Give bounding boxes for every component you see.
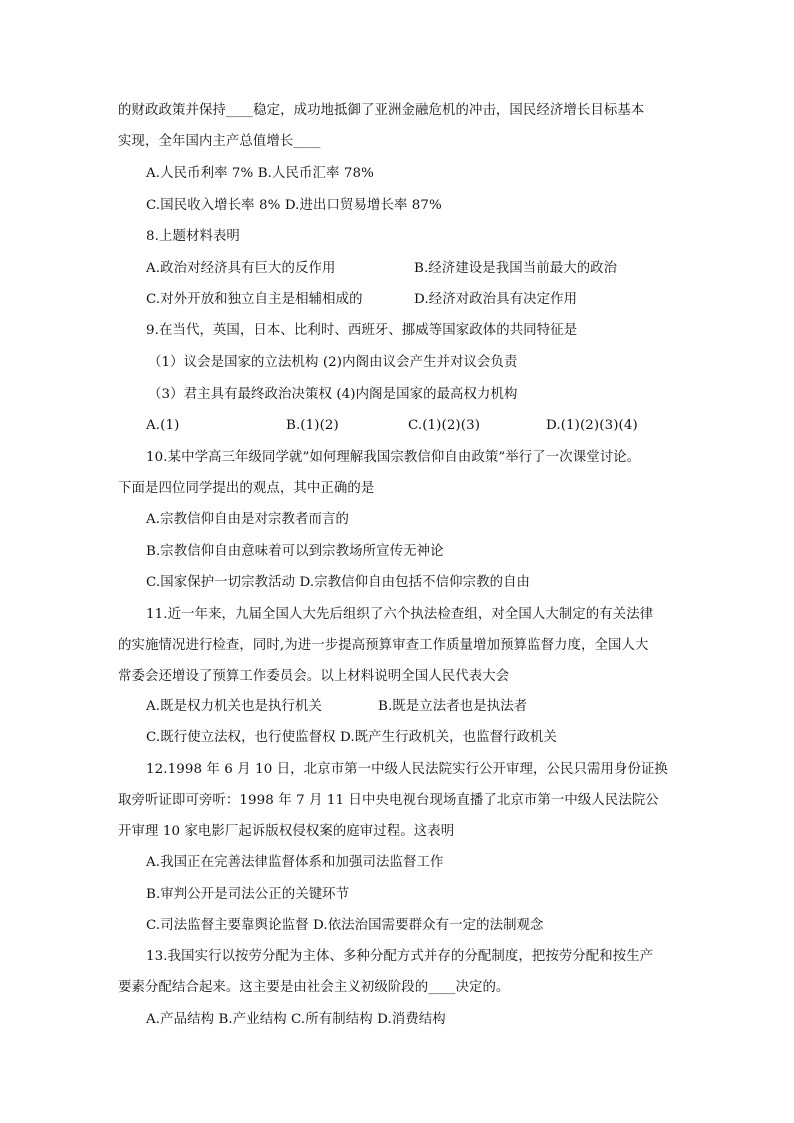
q9-statements-12: （1）议会是国家的立法机构 (2)内阁由议会产生并对议会负责 [148, 355, 518, 370]
q8-option-b: B.经济建设是我国当前最大的政治 [414, 261, 618, 276]
q9-stem: 9.在当代，英国，日本、比利时、西班牙、挪威等国家政体的共同特征是 [146, 323, 578, 338]
q8-option-d: D.经济对政治具有决定作用 [414, 292, 578, 307]
q9-option-d: D.(1)(2)(3)(4) [546, 418, 638, 433]
q11-option-a: A.既是权力机关也是执行机关 [146, 699, 323, 714]
q12-option-a: A.我国正在完善法律监督体系和加强司法监督工作 [146, 855, 444, 870]
q11-stem: 11.近一年来，九届全国人大先后组织了六个执法检查组，对全国人大制定的有关法律 [146, 607, 654, 622]
q10-options-cd: C.国家保护一切宗教活动 D.宗教信仰自由包括不信仰宗教的自由 [146, 575, 531, 590]
q8-option-c: C.对外开放和独立自主是相辅相成的 [146, 292, 363, 307]
q9-option-c: C.(1)(2)(3) [408, 418, 481, 433]
q8-option-a: A.政治对经济具有巨大的反作用 [146, 261, 336, 276]
q12-options-cd: C.司法监督主要靠舆论监督 D.依法治国需要群众有一定的法制观念 [146, 918, 544, 933]
q12-option-b: B.审判公开是司法公正的关键环节 [146, 887, 350, 902]
q9-option-b: B.(1)(2) [286, 418, 339, 433]
q13-options: A.产品结构 B.产业结构 C.所有制结构 D.消费结构 [146, 1012, 446, 1027]
text-line: 的财政政策并保持____稳定，成功地抵御了亚洲金融危机的冲击，国民经济增长目标基本 [118, 103, 645, 118]
text-line: 要素分配结合起来。这主要是由社会主义初级阶段的____决定的。 [118, 980, 510, 995]
q9-option-a: A.(1) [146, 418, 180, 433]
q11-option-b: B.既是立法者也是执法者 [378, 699, 528, 714]
q8-stem: 8.上题材料表明 [146, 229, 240, 244]
q10-stem: 10.某中学高三年级同学就”如何理解我国宗教信仰自由政策”举行了一次课堂讨论。 [146, 450, 641, 465]
q9-statements-34: （3）君主具有最终政治决策权 (4)内阁是国家的最高权力机构 [148, 387, 518, 402]
q11-options-cd: C.既行使立法权，也行使监督权 D.既产生行政机关，也监督行政机关 [146, 730, 558, 745]
text-line: 开审理 10 家电影厂起诉版权侵权案的庭审过程。这表明 [118, 824, 455, 839]
q7-options-cd: C.国民收入增长率 8% D.进出口贸易增长率 87% [146, 198, 442, 213]
q7-options-ab: A.人民币利率 7% B.人民币汇率 78% [146, 166, 374, 181]
text-line: 常委会还增设了预算工作委员会。以上材料说明全国人民代表大会 [118, 669, 510, 684]
text-line: 下面是四位同学提出的观点，其中正确的是 [118, 481, 375, 496]
q10-option-a: A.宗教信仰自由是对宗教者而言的 [146, 512, 349, 527]
q12-stem: 12.1998 年 6 月 10 日，北京市第一中级人民法院实行公开审理，公民只需用身份证换 [146, 762, 668, 777]
text-line: 的实施情况进行检查，同时,为进一步提高预算审查工作质量增加预算监督力度，全国人大 [118, 638, 649, 653]
q10-option-b: B.宗教信仰自由意味着可以到宗教场所宣传无神论 [146, 544, 444, 559]
text-line: 取旁听证即可旁听：1998 年 7 月 11 日中央电视台现场直播了北京市第一中级人民法院公 [118, 793, 659, 808]
text-line: 实现，全年国内主产总值增长____ [118, 134, 321, 149]
q13-stem: 13.我国实行以按劳分配为主体、多种分配方式并存的分配制度，把按劳分配和按生产 [146, 949, 654, 964]
